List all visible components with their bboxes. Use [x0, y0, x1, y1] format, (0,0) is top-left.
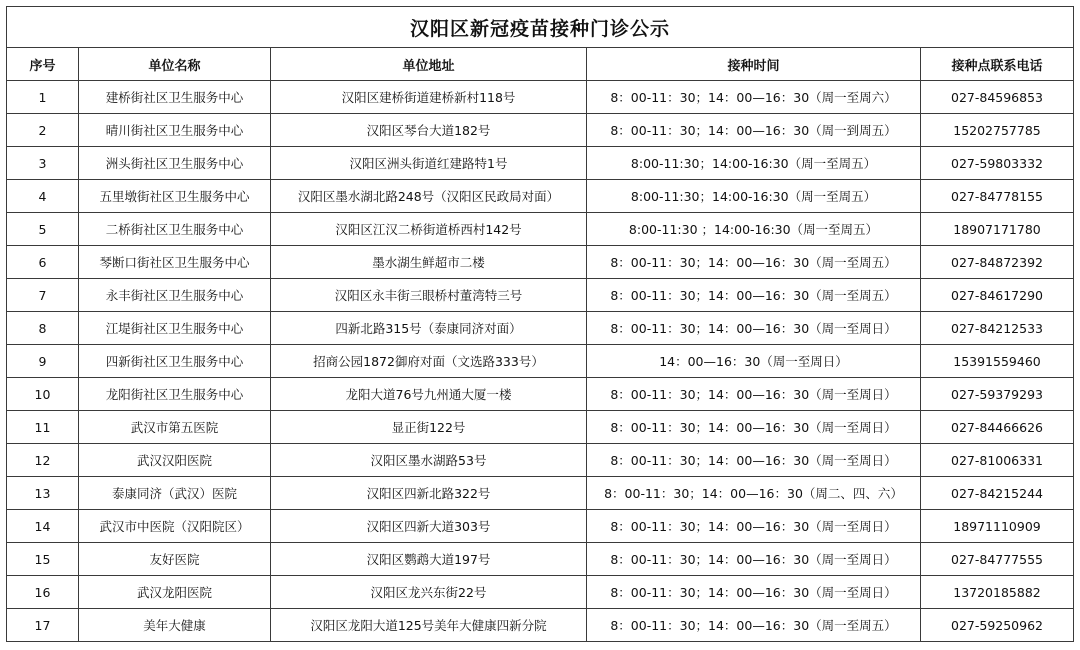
- unit-address-cell: 显正街122号: [271, 411, 587, 444]
- contact-phone-cell: 027-84617290: [921, 279, 1074, 312]
- row-index-cell: 5: [7, 213, 79, 246]
- column-header-unit-name: 单位名称: [79, 48, 271, 81]
- table-row: [7, 477, 1074, 510]
- unit-address-cell: 汉阳区四新大道303号: [271, 510, 587, 543]
- unit-name-cell: 友好医院: [79, 543, 271, 576]
- column-header-index: 序号: [7, 48, 79, 81]
- unit-name-cell: 四新街社区卫生服务中心: [79, 345, 271, 378]
- contact-phone-cell: 027-59379293: [921, 378, 1074, 411]
- contact-phone-cell: 027-84872392: [921, 246, 1074, 279]
- row-index-cell: 9: [7, 345, 79, 378]
- row-index-cell: 14: [7, 510, 79, 543]
- column-header-contact-phone: 接种点联系电话: [921, 48, 1074, 81]
- contact-phone-cell: 027-59250962: [921, 609, 1074, 642]
- contact-phone-cell: 027-84215244: [921, 477, 1074, 510]
- vaccination-hours-cell: 8：00-11：30；14：00—16：30（周一至周日）: [587, 510, 921, 543]
- unit-address-cell: 招商公园1872御府对面（文选路333号）: [271, 345, 587, 378]
- row-index-cell: 2: [7, 114, 79, 147]
- row-index-cell: 16: [7, 576, 79, 609]
- contact-phone-cell: 027-81006331: [921, 444, 1074, 477]
- vaccination-hours-cell: 14：00—16：30（周一至周日）: [587, 345, 921, 378]
- table-title: 汉阳区新冠疫苗接种门诊公示: [7, 7, 1074, 48]
- table-row: [7, 147, 1074, 180]
- contact-phone-cell: 15391559460: [921, 345, 1074, 378]
- contact-phone-cell: 027-59803332: [921, 147, 1074, 180]
- contact-phone-cell: 18971110909: [921, 510, 1074, 543]
- row-index-cell: 12: [7, 444, 79, 477]
- unit-name-cell: 晴川街社区卫生服务中心: [79, 114, 271, 147]
- vaccination-hours-cell: 8：00-11：30；14：00—16：30（周一至周六）: [587, 81, 921, 114]
- unit-name-cell: 洲头街社区卫生服务中心: [79, 147, 271, 180]
- row-index-cell: 15: [7, 543, 79, 576]
- header-row: [7, 48, 1074, 81]
- unit-name-cell: 二桥街社区卫生服务中心: [79, 213, 271, 246]
- unit-name-cell: 武汉汉阳医院: [79, 444, 271, 477]
- unit-address-cell: 汉阳区墨水湖路53号: [271, 444, 587, 477]
- row-index-cell: 3: [7, 147, 79, 180]
- table-row: [7, 444, 1074, 477]
- unit-address-cell: 汉阳区建桥街道建桥新村118号: [271, 81, 587, 114]
- vaccination-hours-cell: 8:00-11:30 ；14:00-16:30（周一至周五）: [587, 213, 921, 246]
- unit-name-cell: 武汉龙阳医院: [79, 576, 271, 609]
- table-row: [7, 81, 1074, 114]
- table-row: [7, 543, 1074, 576]
- unit-address-cell: 汉阳区洲头街道红建路特1号: [271, 147, 587, 180]
- row-index-cell: 4: [7, 180, 79, 213]
- vaccination-hours-cell: 8：00-11：30；14：00—16：30（周一至周日）: [587, 378, 921, 411]
- row-index-cell: 11: [7, 411, 79, 444]
- vaccination-hours-cell: 8：00-11：30；14：00—16：30（周一至周日）: [587, 576, 921, 609]
- column-header-unit-address: 单位地址: [271, 48, 587, 81]
- unit-address-cell: 汉阳区四新北路322号: [271, 477, 587, 510]
- vaccination-hours-cell: 8:00-11:30；14:00-16:30（周一至周五）: [587, 147, 921, 180]
- contact-phone-cell: 027-84777555: [921, 543, 1074, 576]
- vaccination-hours-cell: 8:00-11:30；14:00-16:30（周一至周五）: [587, 180, 921, 213]
- vaccination-hours-cell: 8：00-11：30；14：00—16：30（周一至周日）: [587, 411, 921, 444]
- contact-phone-cell: 027-84596853: [921, 81, 1074, 114]
- vaccination-hours-cell: 8：00-11：30；14：00—16：30（周一至周五）: [587, 609, 921, 642]
- clinic-table: [6, 6, 1074, 642]
- unit-name-cell: 永丰街社区卫生服务中心: [79, 279, 271, 312]
- contact-phone-cell: 13720185882: [921, 576, 1074, 609]
- row-index-cell: 10: [7, 378, 79, 411]
- unit-name-cell: 五里墩街社区卫生服务中心: [79, 180, 271, 213]
- vaccination-hours-cell: 8：00-11：30；14：00—16：30（周一至周五）: [587, 279, 921, 312]
- unit-name-cell: 武汉市中医院（汉阳院区）: [79, 510, 271, 543]
- row-index-cell: 13: [7, 477, 79, 510]
- row-index-cell: 8: [7, 312, 79, 345]
- contact-phone-cell: 18907171780: [921, 213, 1074, 246]
- unit-name-cell: 龙阳街社区卫生服务中心: [79, 378, 271, 411]
- unit-address-cell: 汉阳区龙阳大道125号美年大健康四新分院: [271, 609, 587, 642]
- unit-address-cell: 汉阳区江汉二桥街道桥西村142号: [271, 213, 587, 246]
- vaccination-hours-cell: 8：00-11：30；14：00—16：30（周一至周五）: [587, 246, 921, 279]
- table-body: [7, 81, 1074, 642]
- table-row: [7, 246, 1074, 279]
- column-header-vaccination-hours: 接种时间: [587, 48, 921, 81]
- unit-name-cell: 泰康同济（武汉）医院: [79, 477, 271, 510]
- unit-address-cell: 汉阳区琴台大道182号: [271, 114, 587, 147]
- unit-address-cell: 龙阳大道76号九州通大厦一楼: [271, 378, 587, 411]
- row-index-cell: 1: [7, 81, 79, 114]
- table-row: [7, 510, 1074, 543]
- unit-name-cell: 美年大健康: [79, 609, 271, 642]
- table-row: [7, 312, 1074, 345]
- vaccination-hours-cell: 8：00-11：30；14：00—16：30（周二、四、六）: [587, 477, 921, 510]
- table-row: [7, 213, 1074, 246]
- unit-address-cell: 汉阳区鹦鹉大道197号: [271, 543, 587, 576]
- table-row: [7, 576, 1074, 609]
- unit-name-cell: 建桥街社区卫生服务中心: [79, 81, 271, 114]
- vaccination-hours-cell: 8：00-11：30；14：00—16：30（周一至周日）: [587, 444, 921, 477]
- unit-address-cell: 汉阳区永丰街三眼桥村董湾特三号: [271, 279, 587, 312]
- row-index-cell: 7: [7, 279, 79, 312]
- unit-address-cell: 四新北路315号（泰康同济对面）: [271, 312, 587, 345]
- unit-address-cell: 墨水湖生鲜超市二楼: [271, 246, 587, 279]
- vaccination-hours-cell: 8：00-11：30；14：00—16：30（周一至周日）: [587, 543, 921, 576]
- table-row: [7, 180, 1074, 213]
- unit-name-cell: 琴断口街社区卫生服务中心: [79, 246, 271, 279]
- table-row: [7, 114, 1074, 147]
- vaccination-clinic-sheet: [6, 6, 1073, 642]
- table-row: [7, 279, 1074, 312]
- row-index-cell: 6: [7, 246, 79, 279]
- unit-name-cell: 江堤街社区卫生服务中心: [79, 312, 271, 345]
- unit-address-cell: 汉阳区墨水湖北路248号（汉阳区民政局对面）: [271, 180, 587, 213]
- contact-phone-cell: 027-84778155: [921, 180, 1074, 213]
- contact-phone-cell: 027-84212533: [921, 312, 1074, 345]
- row-index-cell: 17: [7, 609, 79, 642]
- unit-address-cell: 汉阳区龙兴东街22号: [271, 576, 587, 609]
- table-row: [7, 378, 1074, 411]
- vaccination-hours-cell: 8：00-11：30；14：00—16：30（周一到周五）: [587, 114, 921, 147]
- table-row: [7, 411, 1074, 444]
- table-row: [7, 609, 1074, 642]
- table-row: [7, 345, 1074, 378]
- vaccination-hours-cell: 8：00-11：30；14：00—16：30（周一至周日）: [587, 312, 921, 345]
- contact-phone-cell: 15202757785: [921, 114, 1074, 147]
- contact-phone-cell: 027-84466626: [921, 411, 1074, 444]
- unit-name-cell: 武汉市第五医院: [79, 411, 271, 444]
